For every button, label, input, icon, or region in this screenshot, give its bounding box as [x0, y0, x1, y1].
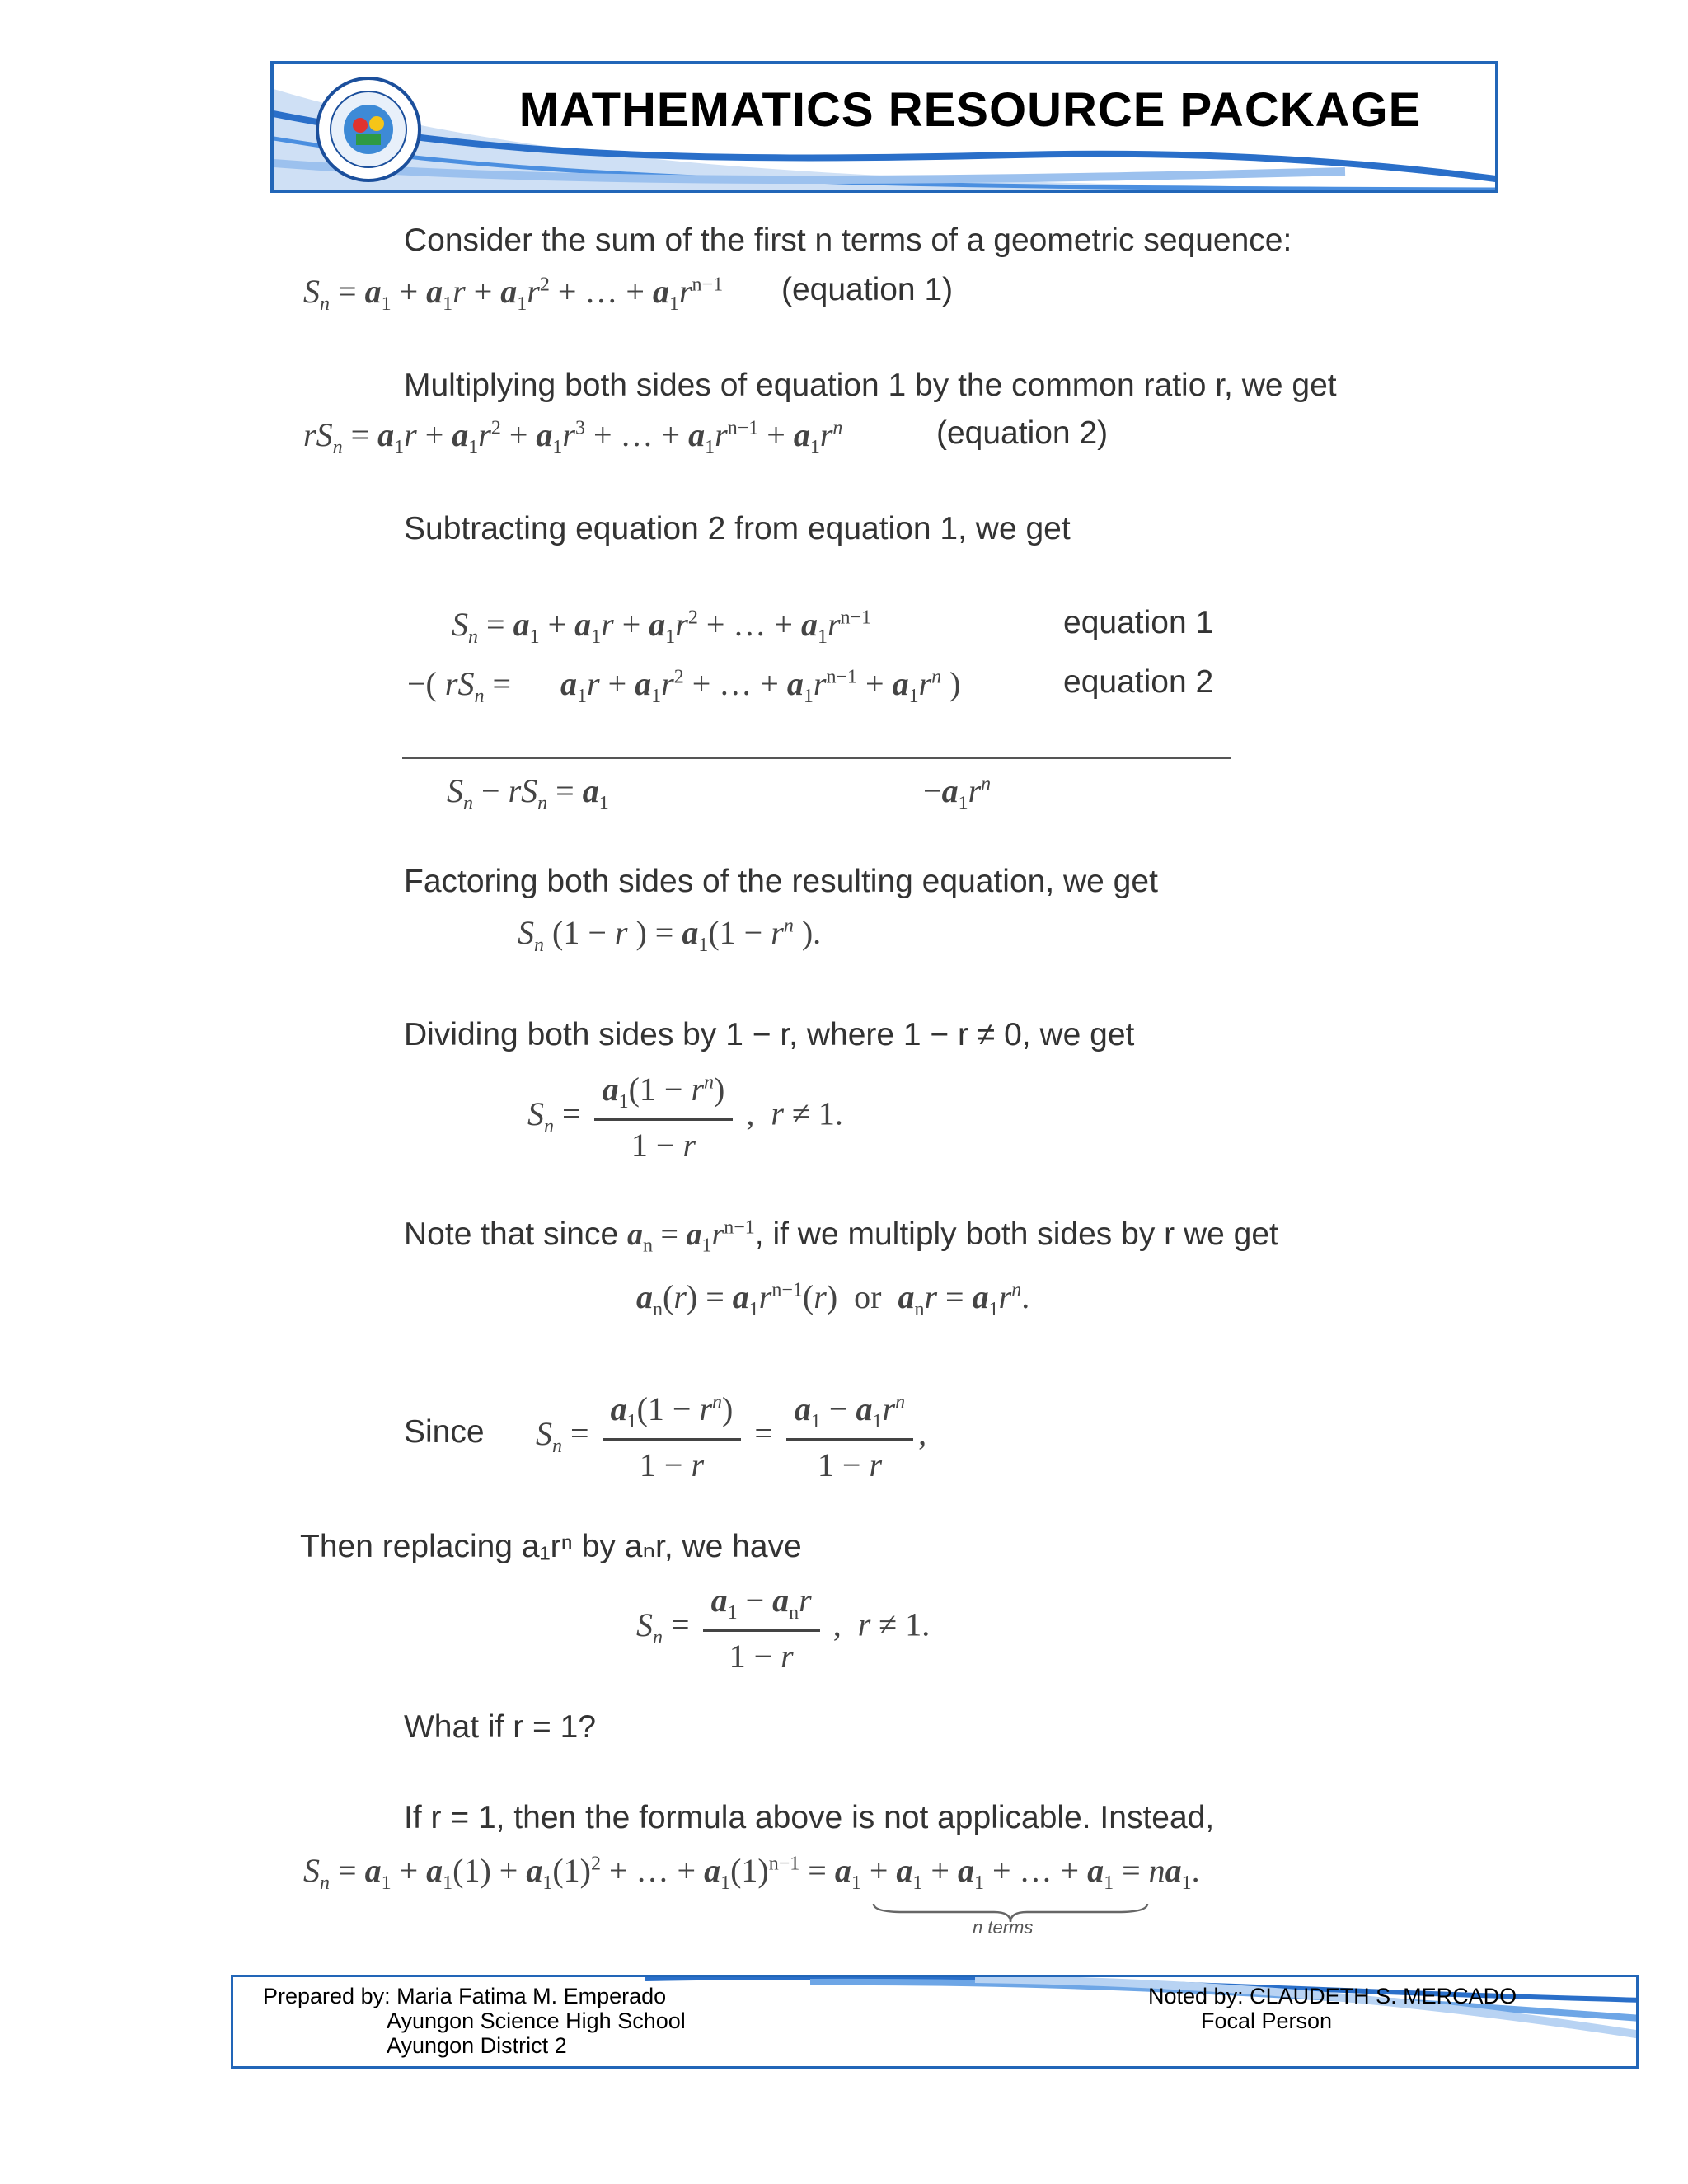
paragraph-5: Dividing both sides by 1 − r, where 1 − r ≠ 0, we get: [404, 1017, 1135, 1052]
n-terms-label: n terms: [973, 1917, 1034, 1938]
paragraph-4: Factoring both sides of the resulting equation, we get: [404, 864, 1158, 899]
paragraph-8: What if r = 1?: [404, 1709, 597, 1745]
since-label: Since: [404, 1414, 485, 1450]
equation-1: $S_n = a_1 + a_1r + a_1r^2$ + … + $a_1r^{n-1}$: [303, 273, 724, 315]
deped-logo: [315, 76, 422, 187]
prepared-by: Prepared by: Maria Fatima M. Emperado: [263, 1984, 667, 2008]
footer-box: [231, 1975, 1639, 2069]
factored-equation: $S_n$ (1 − r ) = $a_1(1 - r^n$ ).: [518, 914, 822, 956]
sum-formula-1: $S_n$ = $\frac{a_1(1 - r^n)}{1 - r}$ , r ≠ 1.: [528, 1071, 843, 1164]
subtraction-label-1: equation 1: [1063, 605, 1214, 640]
header-banner: [270, 61, 1498, 193]
paragraph-1: Consider the sum of the first n terms of a geometric sequence:: [404, 223, 1292, 258]
district-name: Ayungon District 2: [387, 2033, 567, 2058]
subtraction-line-1: $S_n = a_1 + a_1r + a_1r^2$ + … + $a_1r^{n-1}$: [452, 606, 872, 648]
equation-2-label: (equation 2): [936, 415, 1109, 451]
noted-by: Noted by: CLAUDETH S. MERCADO: [1148, 1984, 1517, 2008]
subtraction-result-left: $S_n - rS_n = a_1$: [447, 772, 609, 814]
paragraph-3: Subtracting equation 2 from equation 1, we get: [404, 511, 1071, 546]
noted-by-role: Focal Person: [1201, 2008, 1333, 2033]
sum-formula-2: $S_n$ = $\frac{a_1(1 - r^n)}{1 - r}$ = $\frac{a_1 - a_1r^n}{1 - r}$ ,: [536, 1390, 927, 1483]
paragraph-9: If r = 1, then the formula above is not applicable. Instead,: [404, 1800, 1215, 1835]
subtraction-result-right: $-a_1r^n$: [923, 772, 992, 814]
paragraph-7: Then replacing a₁rⁿ by aₙr, we have: [300, 1529, 802, 1564]
equation-2: $rS_n = a_1r + a_1r^2 + a_1r^3$ + … + $a_1r^{n-1} + a_1r^n$: [303, 416, 843, 458]
equation-1-label: (equation 1): [781, 272, 954, 307]
paragraph-6: [404, 1216, 1278, 1258]
page-title: MATHEMATICS RESOURCE PACKAGE: [518, 83, 1422, 137]
subtraction-label-2: equation 2: [1063, 664, 1214, 700]
school-name: Ayungon Science High School: [387, 2008, 686, 2033]
paragraph-2: Multiplying both sides of equation 1 by the common ratio r, we get: [404, 368, 1337, 403]
sum-formula-3: $S_n$ = $\frac{a_1 - a_nr}{1 - r}$ , r ≠ 1.: [636, 1582, 931, 1675]
paragraph-6-end: , if we multiply both sides by r we get: [754, 1216, 1278, 1252]
nth-term-formula: $a_n = a_1r^{n-1}$: [627, 1216, 755, 1257]
subtraction-line-2: −( $rS_n$ = $a_1r + a_1r^2$ + … + $a_1r^{n-1} + a_1r^n$ ): [407, 665, 961, 707]
r-equals-one-formula: $S_n = a_1 + a_1(1) + a_1(1)^2$ + … + $a_1(1)^{n-1} = a_1 + a_1 + a_1$ + … + $a_1 = na_1$.: [303, 1852, 1200, 1894]
multiplied-term-equation: $a_n(r) = a_1r^{n-1}(r)$ or $a_nr = a_1r^n$.: [636, 1278, 1030, 1320]
subtraction-rule: [402, 757, 1231, 759]
paragraph-6-start: Note that since: [404, 1216, 619, 1252]
